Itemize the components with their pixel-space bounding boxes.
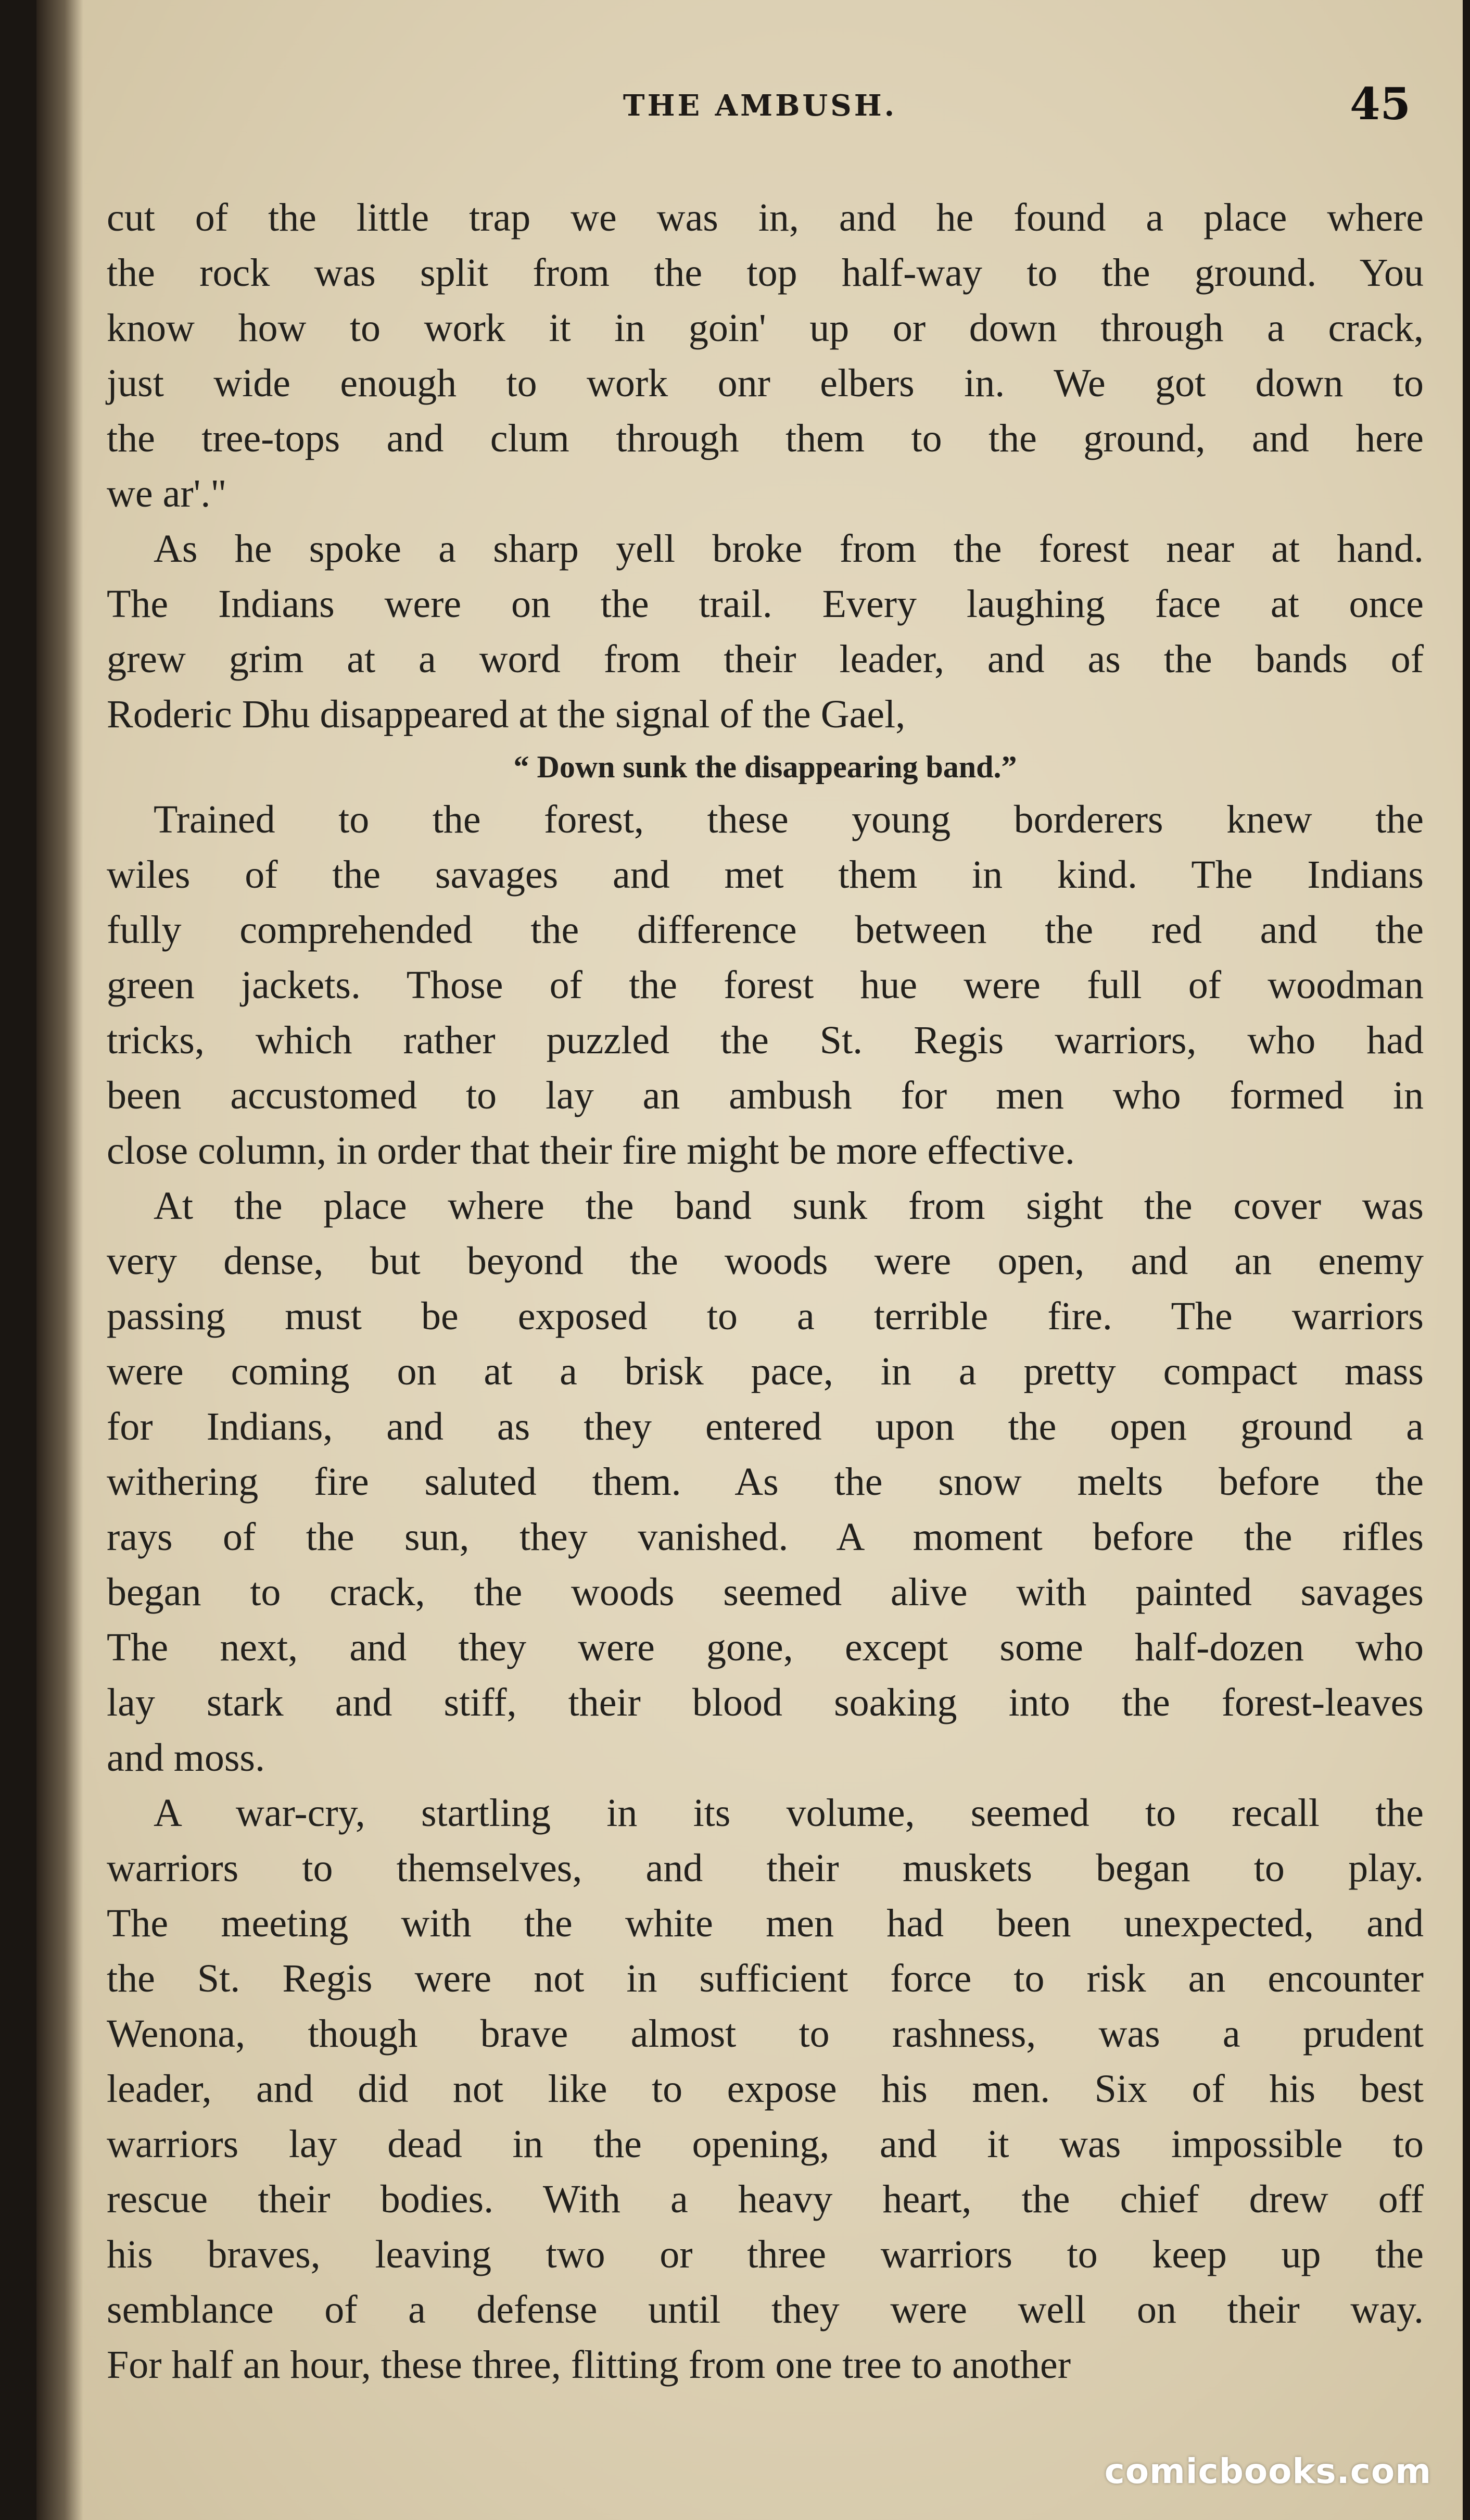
text-line: semblance of a defense until they were well on their way. [107, 2288, 1424, 2332]
text-line: rescue their bodies. With a heavy heart, the chief drew off [107, 2177, 1424, 2221]
text-line: just wide enough to work onr elbers in. We got down to [107, 361, 1424, 405]
text-line: lay stark and stiff, their blood soaking into the forest-leaves [107, 1681, 1424, 1724]
text-line: leader, and did not like to expose his men. Six of his best [107, 2067, 1424, 2111]
text-line: we ar'." [107, 472, 227, 515]
page-number: 45 [1350, 78, 1411, 130]
text-line: very dense, but beyond the woods were open, and an enemy [107, 1239, 1424, 1283]
text-line: were coming on at a brisk pace, in a pretty compact mass [107, 1350, 1424, 1393]
page-header [109, 78, 1411, 135]
text-line: Wenona, though brave almost to rashness, was a prudent [107, 2012, 1424, 2056]
paragraph [107, 1178, 1424, 1785]
book-page [36, 0, 1463, 2520]
text-line: the rock was split from the top half-way to the ground. You [107, 251, 1424, 295]
text-line: warriors to themselves, and their muskets began to play. [107, 1846, 1424, 1890]
text-line: withering fire saluted them. As the snow melts before the [107, 1460, 1424, 1504]
paragraph [107, 521, 1424, 742]
paragraph [107, 792, 1424, 1178]
text-line: Trained to the forest, these young borderers knew the [154, 798, 1424, 841]
text-line: close column, in order that their fire might be more effective. [107, 1129, 1075, 1173]
text-line: green jackets. Those of the forest hue were full of woodman [107, 963, 1424, 1007]
text-line: At the place where the band sunk from sight the cover was [154, 1184, 1424, 1228]
text-line: know how to work it in goin' up or down through a crack, [107, 306, 1424, 350]
watermark: comicbooks.com [1104, 2451, 1431, 2491]
text-line: tricks, which rather puzzled the St. Regis warriors, who had [107, 1018, 1424, 1062]
text-line: the tree-tops and clum through them to the ground, and here [107, 417, 1424, 460]
text-line: The next, and they were gone, except some half-dozen who [107, 1626, 1424, 1669]
paragraph [107, 190, 1424, 521]
text-line: Roderic Dhu disappeared at the signal of the Gael, [107, 692, 906, 736]
text-line: fully comprehended the difference between the red and the [107, 908, 1424, 952]
text-line: for Indians, and as they entered upon the open ground a [107, 1405, 1424, 1448]
text-line: cut of the little trap we was in, and he found a place where [107, 196, 1424, 240]
text-line: warriors lay dead in the opening, and it was impossible to [107, 2122, 1424, 2166]
block-quote: “ Down sunk the disappearing band.” [513, 750, 1017, 784]
text-line: been accustomed to lay an ambush for men who formed in [107, 1074, 1424, 1117]
paragraph [107, 1785, 1424, 2392]
text-line: the St. Regis were not in sufficient force to risk an encounter [107, 1957, 1424, 2000]
book-spine-shadow [36, 0, 83, 2520]
text-line: passing must be exposed to a terrible fire. The warriors [107, 1294, 1424, 1338]
text-line: A war-cry, startling in its volume, seemed to recall the [154, 1791, 1424, 1835]
running-title: THE AMBUSH. [623, 89, 897, 123]
text-line: rays of the sun, they vanished. A moment before the rifles [107, 1515, 1424, 1559]
text-line: wiles of the savages and met them in kind. The Indians [107, 853, 1424, 897]
body-text [107, 190, 1424, 2392]
text-line: The Indians were on the trail. Every laughing face at once [107, 582, 1424, 626]
text-line: grew grim at a word from their leader, and as the bands of [107, 637, 1424, 681]
text-line: his braves, leaving two or three warriors to keep up the [107, 2233, 1424, 2276]
text-line: The meeting with the white men had been unexpected, and [107, 1901, 1424, 1945]
text-line: As he spoke a sharp yell broke from the forest near at hand. [154, 527, 1424, 571]
text-line: began to crack, the woods seemed alive with painted savages [107, 1570, 1424, 1614]
text-line: and moss. [107, 1736, 265, 1780]
text-line: For half an hour, these three, flitting from one tree to another [107, 2343, 1071, 2387]
